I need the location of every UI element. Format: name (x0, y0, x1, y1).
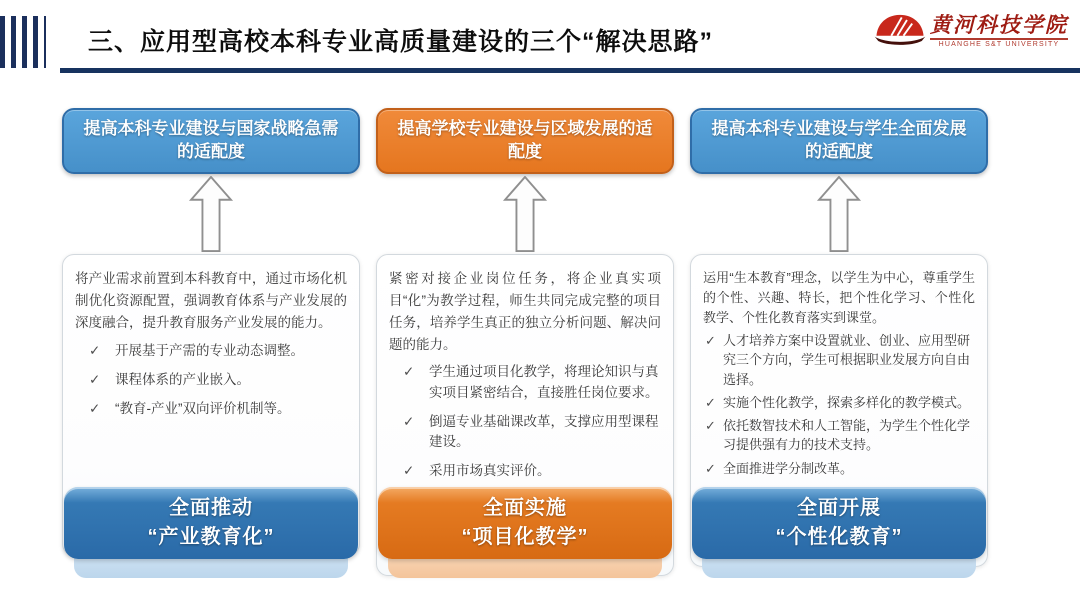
check-icon: ✓ (403, 463, 415, 479)
bullet-text: 学生通过项目化教学，将理论知识与真实项目紧密结合，直接胜任岗位要求。 (429, 364, 659, 400)
check-icon: ✓ (705, 460, 716, 476)
bullet-text: 倒逼专业基础课改革，支撑应用型课程建设。 (429, 413, 659, 450)
column-1-header-label: 提高本科专业建设与国家战略急需的适配度 (83, 119, 339, 161)
column-1-header-box (62, 108, 360, 174)
column-3-header-label: 提高本科专业建设与学生全面发展的适配度 (711, 119, 967, 161)
title-underline (60, 68, 1080, 73)
check-icon: ✓ (705, 333, 716, 349)
bullet-item (703, 331, 975, 389)
arrow-up-icon (62, 174, 360, 254)
decorative-bars (0, 16, 46, 68)
column-1-bullets (75, 341, 347, 420)
check-icon: ✓ (705, 394, 716, 410)
bullet-item (389, 461, 661, 481)
column-3-conclusion (692, 487, 986, 578)
solution-column-3 (690, 108, 988, 578)
bullet-item (75, 341, 347, 361)
conclusion-line-2: “个性化教育” (775, 526, 903, 548)
bullet-item (75, 370, 347, 390)
logo-subtitle: HUANGHE S&T UNIVERSITY (930, 38, 1068, 48)
column-2-intro: 紧密对接企业岗位任务，将企业真实项目“化”为教学过程，师生共同完成完整的项目任务，培养学生真正的独立分析问题、解决问题的能力。 (389, 271, 661, 352)
bullet-text: “教育-产业”双向评价机制等。 (115, 401, 291, 417)
conclusion-line-1: 全面开展 (797, 497, 881, 519)
conclusion-line-1: 全面实施 (483, 497, 567, 519)
column-3-intro: 运用“生本教育”理念，以学生为中心，尊重学生的个性、兴趣、特长，把个性化学习、个性化教学、个性化教育落实到课堂。 (703, 270, 975, 325)
bullet-text: 人才培养方案中设置就业、创业、应用型研究三个方向，学生可根据职业发展方向自由选择。 (723, 333, 971, 387)
conclusion-box (64, 487, 358, 559)
logo-emblem-icon (873, 12, 927, 49)
bullet-text: 开展基于产需的专业动态调整。 (115, 342, 304, 358)
solution-column-1 (62, 108, 360, 578)
column-3-bullets (703, 331, 975, 478)
check-icon: ✓ (705, 418, 716, 434)
check-icon: ✓ (403, 364, 415, 380)
bullet-text: 依托数智技术和人工智能，为学生个性化学习提供强有力的技术支持。 (723, 418, 971, 453)
conclusion-line-2: “产业教育化” (147, 526, 275, 548)
column-2-header-label: 提高学校专业建设与区域发展的适配度 (397, 119, 653, 161)
column-2-bullets (389, 362, 661, 481)
conclusion-line-1: 全面推动 (169, 497, 253, 519)
slide-header (0, 0, 1080, 108)
bullet-item (703, 393, 975, 412)
conclusion-box (692, 487, 986, 559)
bullet-item (75, 399, 347, 419)
check-icon: ✓ (89, 342, 101, 358)
arrow-up-icon (376, 174, 674, 254)
bullet-text: 实施个性化教学，探索多样化的教学模式。 (723, 394, 971, 410)
solution-column-2 (376, 108, 674, 578)
check-icon: ✓ (89, 371, 101, 387)
bullet-text: 课程体系的产业嵌入。 (115, 371, 250, 387)
bullet-text: 全面推进学分制改革。 (723, 460, 854, 476)
bullet-item (703, 416, 975, 454)
check-icon: ✓ (89, 401, 101, 417)
column-3-header-box (690, 108, 988, 174)
bullet-item (389, 362, 661, 403)
university-logo (873, 12, 1068, 49)
page-title: 三、应用型高校本科专业高质量建设的三个“解决思路” (88, 28, 714, 56)
conclusion-line-2: “项目化教学” (461, 526, 589, 548)
bullet-item (389, 412, 661, 453)
logo-text (930, 13, 1068, 47)
arrow-up-icon (690, 174, 988, 254)
bullet-text: 采用市场真实评价。 (429, 463, 551, 479)
bullet-item (703, 459, 975, 478)
solutions-area (62, 108, 988, 578)
column-1-conclusion (64, 487, 358, 578)
column-2-header-box (376, 108, 674, 174)
conclusion-box (378, 487, 672, 559)
column-2-conclusion (378, 487, 672, 578)
check-icon: ✓ (403, 413, 415, 429)
column-1-intro: 将产业需求前置到本科教育中，通过市场化机制优化资源配置，强调教育体系与产业发展的深度融合，提升教育服务产业发展的能力。 (75, 271, 347, 330)
logo-name: 黄河科技学院 (930, 12, 1068, 38)
